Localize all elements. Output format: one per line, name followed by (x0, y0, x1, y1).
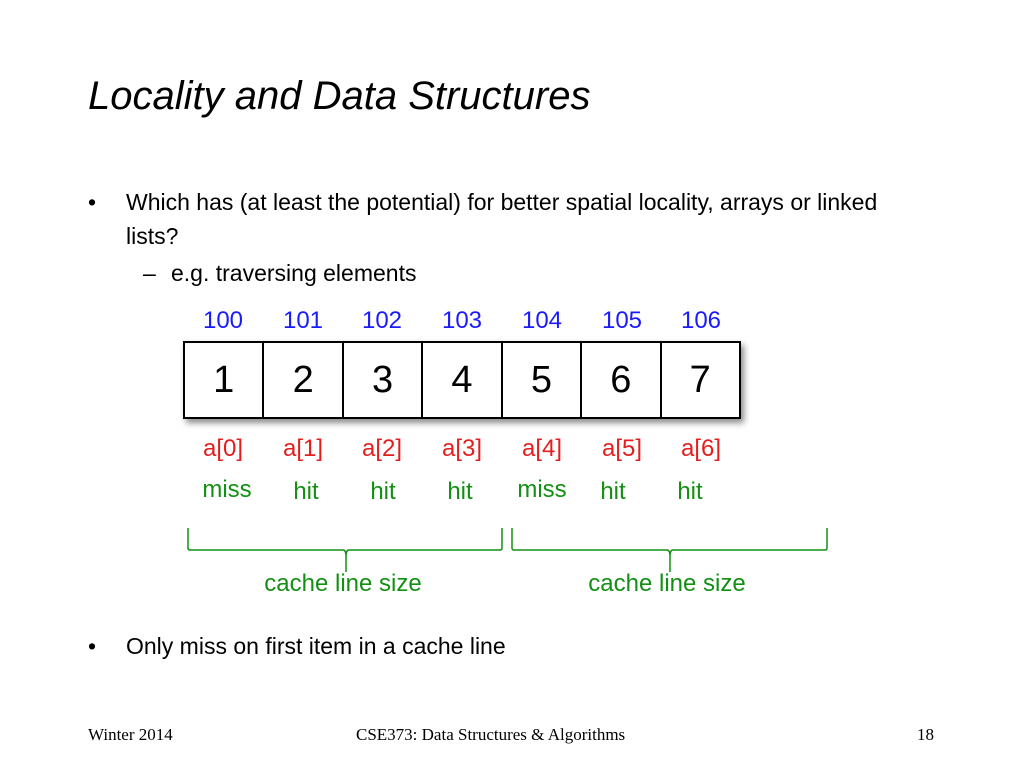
index-label: a[2] (361, 435, 403, 462)
cache-status-label: hit (293, 478, 319, 505)
index-label: a[3] (441, 435, 483, 462)
cache-status-label: hit (447, 478, 473, 505)
footer-course: CSE373: Data Structures & Algorithms (356, 725, 626, 744)
array-cell: 1 (183, 341, 264, 419)
index-label: a[6] (680, 435, 722, 462)
array-cell: 6 (580, 341, 661, 419)
address-label: 106 (680, 307, 722, 334)
index-label: a[1] (282, 435, 324, 462)
cache-line-braces (0, 520, 1024, 580)
array-cell: 7 (660, 341, 741, 419)
array-cell: 3 (342, 341, 423, 419)
array-cell: 4 (421, 341, 502, 419)
bullet-text: Which has (at least the potential) for better spatial locality, arrays or linked lists? (126, 189, 878, 249)
cache-status-label: miss (202, 476, 252, 503)
bullet-marker: • (88, 189, 97, 215)
address-label: 104 (521, 307, 563, 334)
index-label: a[0] (202, 435, 244, 462)
slide-title: Locality and Data Structures (88, 74, 591, 118)
address-label: 103 (441, 307, 483, 334)
footer-page-number: 18 (917, 725, 934, 744)
footer-term: Winter 2014 (88, 725, 173, 744)
cache-line-brace-right (512, 528, 827, 572)
array-cell: 2 (262, 341, 343, 419)
bullet-marker: • (88, 633, 97, 659)
cache-line-label: cache line size (588, 570, 746, 597)
array-diagram (183, 341, 741, 419)
cache-status-label: hit (600, 478, 626, 505)
cache-status-label: hit (677, 478, 703, 505)
index-label: a[5] (601, 435, 643, 462)
address-label: 100 (202, 307, 244, 334)
array-cell: 5 (501, 341, 582, 419)
sub-bullet-text: e.g. traversing elements (171, 260, 417, 286)
cache-line-label: cache line size (264, 570, 422, 597)
cache-status-label: hit (370, 478, 396, 505)
cache-line-brace-left (188, 528, 502, 572)
address-label: 105 (601, 307, 643, 334)
address-label: 102 (361, 307, 403, 334)
index-label: a[4] (521, 435, 563, 462)
bullet-text: Only miss on first item in a cache line (126, 633, 506, 659)
sub-bullet-marker: – (143, 260, 156, 286)
cache-status-label: miss (517, 476, 567, 503)
address-label: 101 (282, 307, 324, 334)
